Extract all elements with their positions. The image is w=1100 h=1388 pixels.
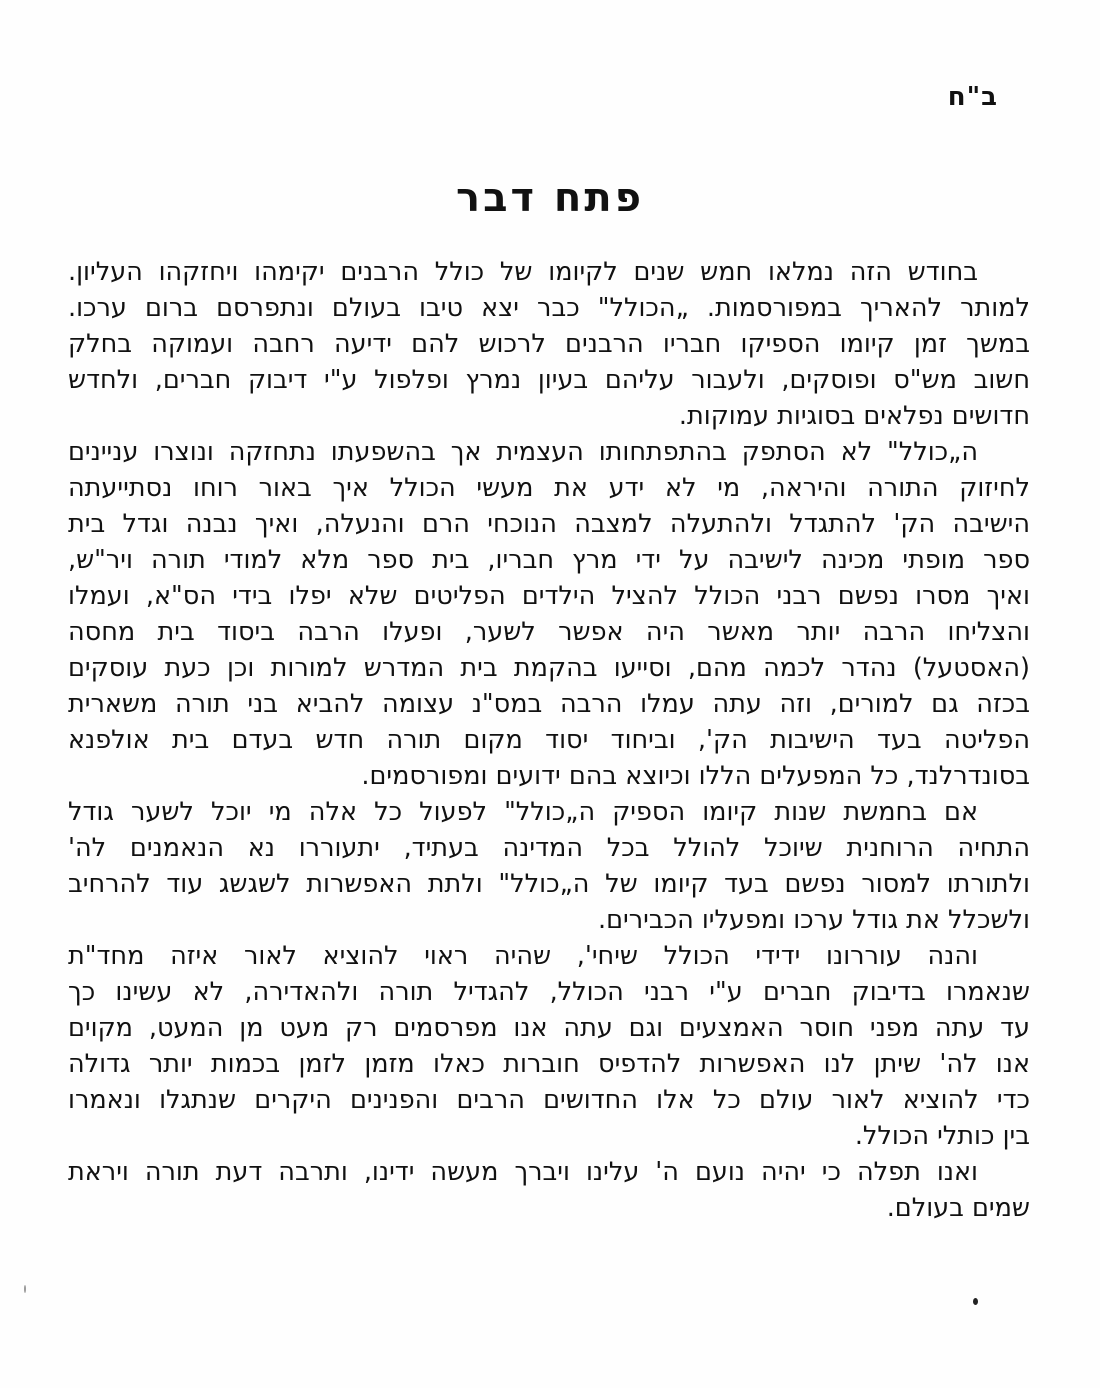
text-line: למותר להאריך במפורסמות. „הכולל" כבר יצא טיבו בעולם ונתפרסם ברום ערכו. (68, 293, 1030, 323)
text-line: אם בחמשת שנות קיומו הספיק ה„כולל" לפעול כל אלה מי יוכל לשער גודל (68, 797, 978, 827)
text-line: ולתורתו למסור נפשם בעד קיומו של ה„כולל" ולתת האפשרות לשגשג עוד להרחיב (68, 869, 1030, 899)
text-line: והצליחו הרבה יותר מאשר היה אפשר לשער, ופעלו הרבה ביסוד בית מחסה (68, 617, 1030, 647)
text-line: ה„כולל" לא הסתפק בהתפתחותו העצמית אך בהשפעתו נתחזקה ונוצרו עניינים (68, 437, 978, 467)
text-line: ולשכלל את גודל ערכו ומפעליו הכבירים. (598, 905, 1030, 935)
text-line: חשוב מש"ס ופוסקים, ולעבור עליהם בעיון נמרץ ופלפול ע"י דיבוק חברים, ולחדש (68, 365, 1030, 395)
text-line: במשך זמן קיומו הספיקו חבריו הרבנים לרכוש להם ידיעה רחבה ועמוקה בחלק (68, 329, 1030, 359)
text-line: עד עתה מפני חוסר האמצעים וגם עתה אנו מפרסמים רק מעט מן המעט, מקוים (68, 1013, 1030, 1043)
page-number: ב"ח (947, 82, 998, 112)
text-line: בחודש הזה נמלאו חמש שנים לקיומו של כולל הרבנים יקימהו ויחזקהו העליון. (68, 257, 978, 287)
text-line: חדושים נפלאים בסוגיות עמוקות. (678, 401, 1030, 431)
text-line: בסונדרלנד, כל המפעלים הללו וכיוצא בהם ידועים ומפורסמים. (361, 761, 1030, 791)
text-line: שמים בעולם. (886, 1193, 1030, 1223)
text-line: (האסטעל) נהדר לכמה מהם, וסייעו בהקמת בית המדרש למורות וכן כעת עוסקים (68, 653, 1030, 683)
text-line: בין כותלי הכולל. (854, 1121, 1030, 1151)
text-line: שנאמרו בדיבוק חברים ע"י רבני הכולל, להגדיל תורה ולהאדירה, לא עשינו כך (68, 977, 1030, 1007)
text-line: לחיזוק התורה והיראה, מי לא ידע את מעשי הכולל איך באור רוחו נסתייעתה (68, 473, 1030, 503)
text-line: בכזה גם למורים, וזה עתה עמלו הרבה במס"נ עצומה להביא בני תורה משארית (68, 689, 1030, 719)
text-line: אנו לה' שיתן לנו האפשרות להדפיס חוברות כאלו מזמן לזמן בכמות יותר גדולה (68, 1049, 1030, 1079)
text-line: ואנו תפלה כי יהיה נועם ה' עלינו ויברך מעשה ידינו, ותרבה דעת תורה ויראת (68, 1157, 978, 1187)
page-title: פתח דבר (455, 175, 645, 221)
text-line: והנה עוררונו ידידי הכולל שיחי', שהיה ראוי להוציא לאור איזה מחד"ת (68, 941, 978, 971)
scan-speck (24, 1285, 26, 1293)
text-line: הפליטה בעד הישיבות הק', וביחוד יסוד מקום תורה חדש בעדם בית אולפנא (68, 725, 1030, 755)
text-line: כדי להוציא לאור עולם כל אלו החדושים הרבים והפנינים היקרים שנתגלו ונאמרו (68, 1085, 1030, 1115)
text-line: ספר מופתי מכינה לישיבה על ידי מרץ חבריו, בית ספר מלא למודי תורה ויר"ש, (68, 545, 1030, 575)
text-line: הישיבה הק' להתגדל ולהתעלה למצבה הנוכחי הרם והנעלה, ואיך נבנה וגדל בית (68, 509, 1030, 539)
text-line: ואיך מסרו נפשם רבני הכולל להציל הילדים הפליטים שלא יפלו בידי הס"א, ועמלו (68, 581, 1030, 611)
scan-speck (973, 1298, 978, 1305)
text-line: התחיה הרוחנית שיוכל להולל בכל המדינה בעתיד, יתעוררו נא הנאמנים לה' (68, 833, 1030, 863)
